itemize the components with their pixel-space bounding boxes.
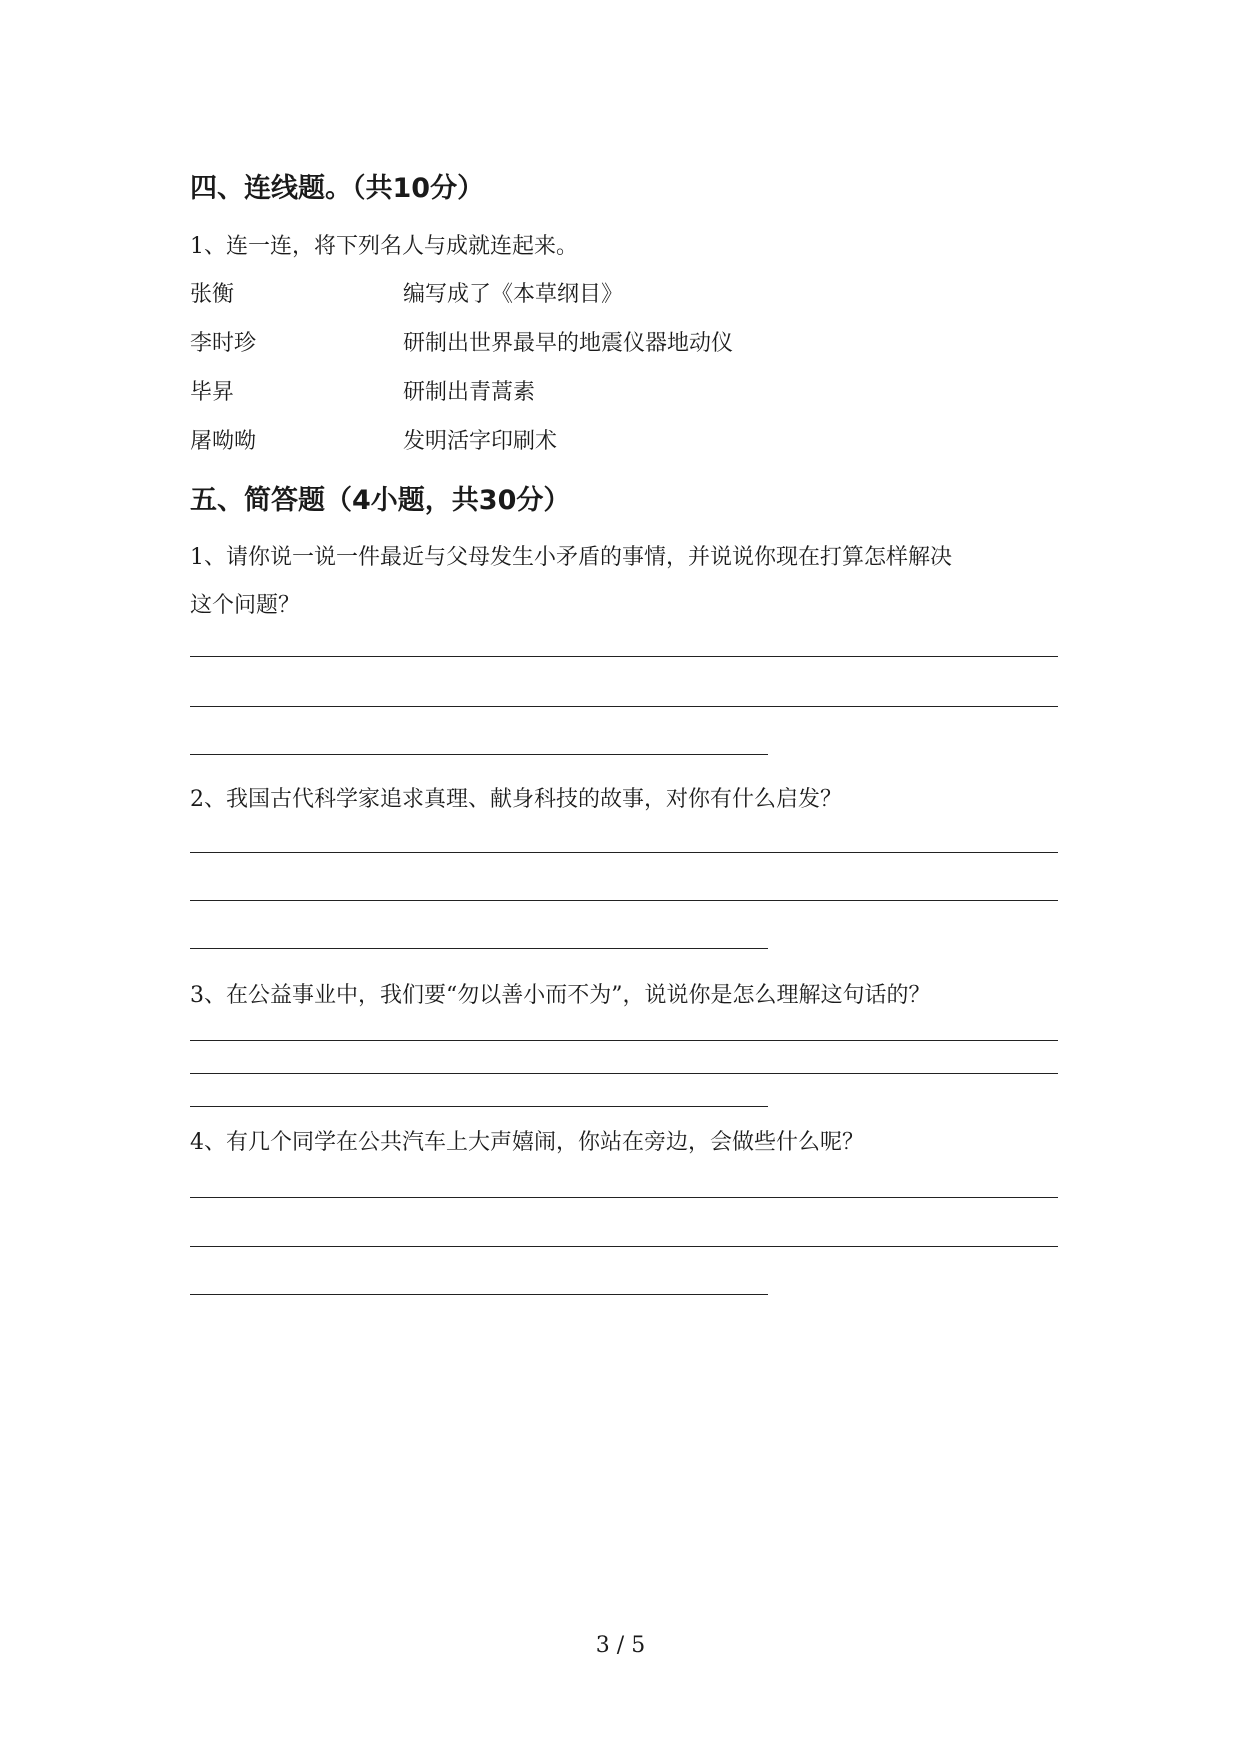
- answer-line[interactable]: [190, 706, 1058, 707]
- question-5-1-line1: 1、请你说一说一件最近与父母发生小矛盾的事情，并说说你现在打算怎样解决: [190, 545, 952, 570]
- answer-line[interactable]: [190, 1294, 768, 1295]
- match-achievement-3: 研制出青蒿素: [403, 380, 536, 405]
- section-5-title: 五、简答题（4小题，共30分）: [190, 485, 571, 516]
- match-achievement-2: 研制出世界最早的地震仪器地动仪: [403, 331, 734, 356]
- answer-line[interactable]: [190, 1246, 1058, 1247]
- question-5-4: 4、有几个同学在公共汽车上大声嬉闹，你站在旁边，会做些什么呢？: [190, 1130, 864, 1155]
- match-name-2: 李时珍: [190, 331, 257, 356]
- answer-line[interactable]: [190, 656, 1058, 657]
- answer-line[interactable]: [190, 948, 768, 949]
- match-name-3: 毕昇: [190, 380, 235, 405]
- match-achievement-1: 编写成了《本草纲目》: [403, 282, 624, 307]
- match-name-4: 屠呦呦: [190, 429, 257, 454]
- match-name-1: 张衡: [190, 282, 235, 307]
- question-4-1: 1、连一连，将下列名人与成就连起来。: [190, 234, 578, 259]
- answer-line[interactable]: [190, 852, 1058, 853]
- answer-line[interactable]: [190, 1073, 1058, 1074]
- answer-line[interactable]: [190, 754, 768, 755]
- answer-line[interactable]: [190, 1106, 768, 1107]
- answer-line[interactable]: [190, 1197, 1058, 1198]
- page-number: 3 / 5: [595, 1633, 646, 1658]
- answer-line[interactable]: [190, 1040, 1058, 1041]
- section-4-title: 四、连线题。（共10分）: [190, 173, 485, 204]
- match-achievement-4: 发明活字印刷术: [403, 429, 558, 454]
- question-5-3: 3、在公益事业中，我们要“勿以善小而不为”，说说你是怎么理解这句话的？: [190, 983, 931, 1008]
- question-5-1-line2: 这个问题？: [190, 593, 301, 618]
- answer-line[interactable]: [190, 900, 1058, 901]
- question-5-2: 2、我国古代科学家追求真理、献身科技的故事，对你有什么启发？: [190, 787, 842, 812]
